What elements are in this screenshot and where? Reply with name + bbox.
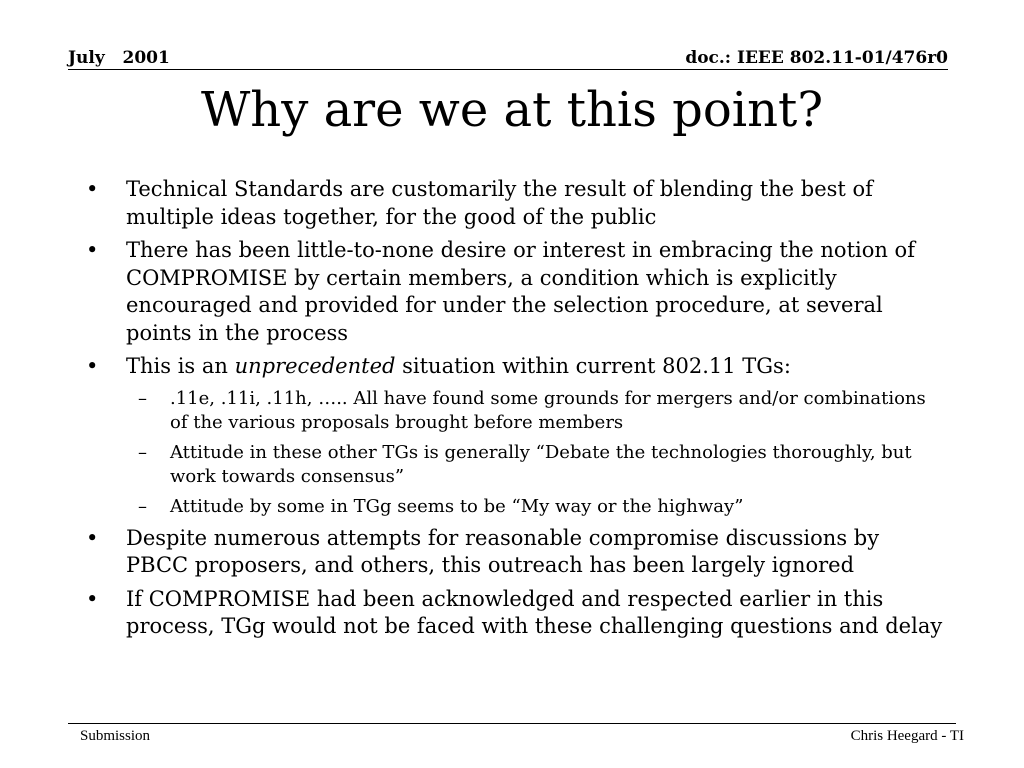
dash-marker: – (138, 387, 147, 409)
bullet-item (86, 176, 946, 231)
sub-bullet-text: Attitude by some in TGg seems to be “My way or the highway” (170, 495, 744, 517)
bullet-marker: • (86, 354, 99, 378)
footer-author: Chris Heegard - TI (850, 728, 964, 744)
bullet-text: There has been little-to-none desire or interest in embracing the notion of COMPROMISE by certain members, a condition which is explicitly encouraged and provided for under the selection procedure, at several points in the process (126, 238, 915, 345)
sub-bullet-item (86, 387, 946, 435)
footer-divider (68, 723, 956, 724)
bullet-marker: • (86, 525, 99, 550)
header-divider (68, 69, 948, 70)
bullet-text: Technical Standards are customarily the result of blending the best of multiple ideas together, for the good of the public (126, 177, 873, 229)
dash-marker: – (138, 441, 147, 463)
bullet-text-pre: This is an (126, 354, 235, 378)
bullet-text-emphasis: unprecedented (234, 354, 396, 378)
bullet-item (86, 525, 946, 580)
header-doc-id: doc.: IEEE 802.11-01/476r0 (685, 48, 948, 68)
bullet-text-post: situation within current 802.11 TGs: (395, 354, 791, 378)
bullet-text: Despite numerous attempts for reasonable compromise discussions by PBCC proposers, and others, this outreach has been largely ignored (126, 525, 880, 577)
bullet-list (86, 176, 946, 647)
header-date: July 2001 (68, 48, 170, 68)
sub-bullet-text: .11e, .11i, .11h, ….. All have found some grounds for mergers and/or combinations of the various proposals brought before members (170, 387, 926, 433)
bullet-text: If COMPROMISE had been acknowledged and respected earlier in this process, TGg would not be faced with these challenging questions and delay (126, 586, 943, 638)
sub-bullet-text: Attitude in these other TGs is generally “Debate the technologies thoroughly, but work towards consensus” (170, 441, 912, 487)
bullet-item (86, 237, 946, 347)
sub-bullet-item (86, 495, 946, 519)
bullet-marker: • (86, 177, 99, 201)
bullet-marker: • (86, 586, 99, 611)
bullet-marker: • (86, 238, 99, 262)
bullet-item (86, 353, 946, 381)
bullet-item (86, 586, 946, 641)
slide-title: Why are we at this point? (200, 82, 824, 138)
sub-bullet-item (86, 441, 946, 489)
footer-submission: Submission (80, 728, 151, 744)
dash-marker: – (138, 495, 147, 517)
